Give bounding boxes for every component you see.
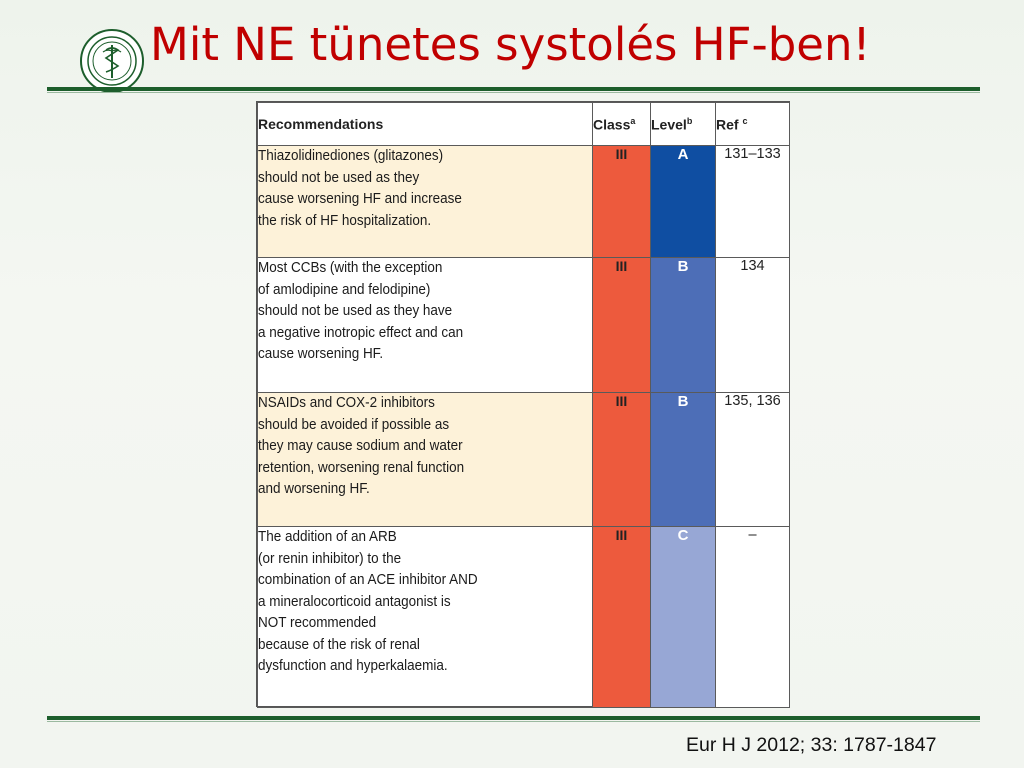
- level-cell: B: [651, 258, 716, 393]
- table-row: [258, 146, 790, 258]
- level-cell: C: [651, 527, 716, 708]
- recommendation-text: The addition of an ARB (or renin inhibitor) to the combination of an ACE inhibitor AND a mineralocorticoid antagonist is NOT recommended because of the risk of renal dysfunction and hyperkalaemia.: [258, 527, 593, 708]
- header-ref: Ref $^c$: [716, 103, 790, 146]
- header-level-sup: b: [686, 115, 693, 126]
- title-divider: [47, 87, 980, 91]
- header-level: Level$^b$: [651, 103, 716, 146]
- recommendation-text: NSAIDs and COX-2 inhibitors should be avoided if possible as they may cause sodium and water retention, worsening renal function and worsening HF.: [258, 393, 593, 527]
- level-cell: B: [651, 393, 716, 527]
- table-row: [258, 393, 790, 527]
- ref-cell: 135, 136: [716, 393, 790, 527]
- header-recommendations: Recommendations: [258, 103, 593, 146]
- table-row: [258, 258, 790, 393]
- class-cell: III: [593, 146, 651, 258]
- header-ref-sup: c: [742, 115, 748, 126]
- table-row: [258, 527, 790, 708]
- caduceus-seal-logo: [79, 28, 145, 94]
- recommendations-grid: [257, 102, 790, 708]
- ref-cell: 131–133: [716, 146, 790, 258]
- recommendations-table: [256, 101, 790, 707]
- class-cell: III: [593, 393, 651, 527]
- class-cell: III: [593, 258, 651, 393]
- recommendation-text: Most CCBs (with the exception of amlodipine and felodipine) should not be used as they have a negative inotropic effect and can cause worsening HF.: [258, 258, 593, 393]
- footer-divider-thin: [47, 721, 980, 722]
- slide-title: Mit NE tünetes systolés HF-ben!: [150, 18, 871, 71]
- citation: Eur H J 2012; 33: 1787-1847: [686, 734, 937, 756]
- level-cell: A: [651, 146, 716, 258]
- header-class-sup: a: [630, 115, 636, 126]
- header-class: Class$^a$: [593, 103, 651, 146]
- ref-cell: 134: [716, 258, 790, 393]
- recommendation-text: Thiazolidinediones (glitazones) should not be used as they cause worsening HF and increase the risk of HF hospitalization.: [258, 146, 593, 258]
- ref-cell: –: [716, 527, 790, 708]
- class-cell: III: [593, 527, 651, 708]
- table-header-row: [258, 103, 790, 146]
- title-divider-thin: [47, 92, 980, 93]
- footer-divider: [47, 716, 980, 720]
